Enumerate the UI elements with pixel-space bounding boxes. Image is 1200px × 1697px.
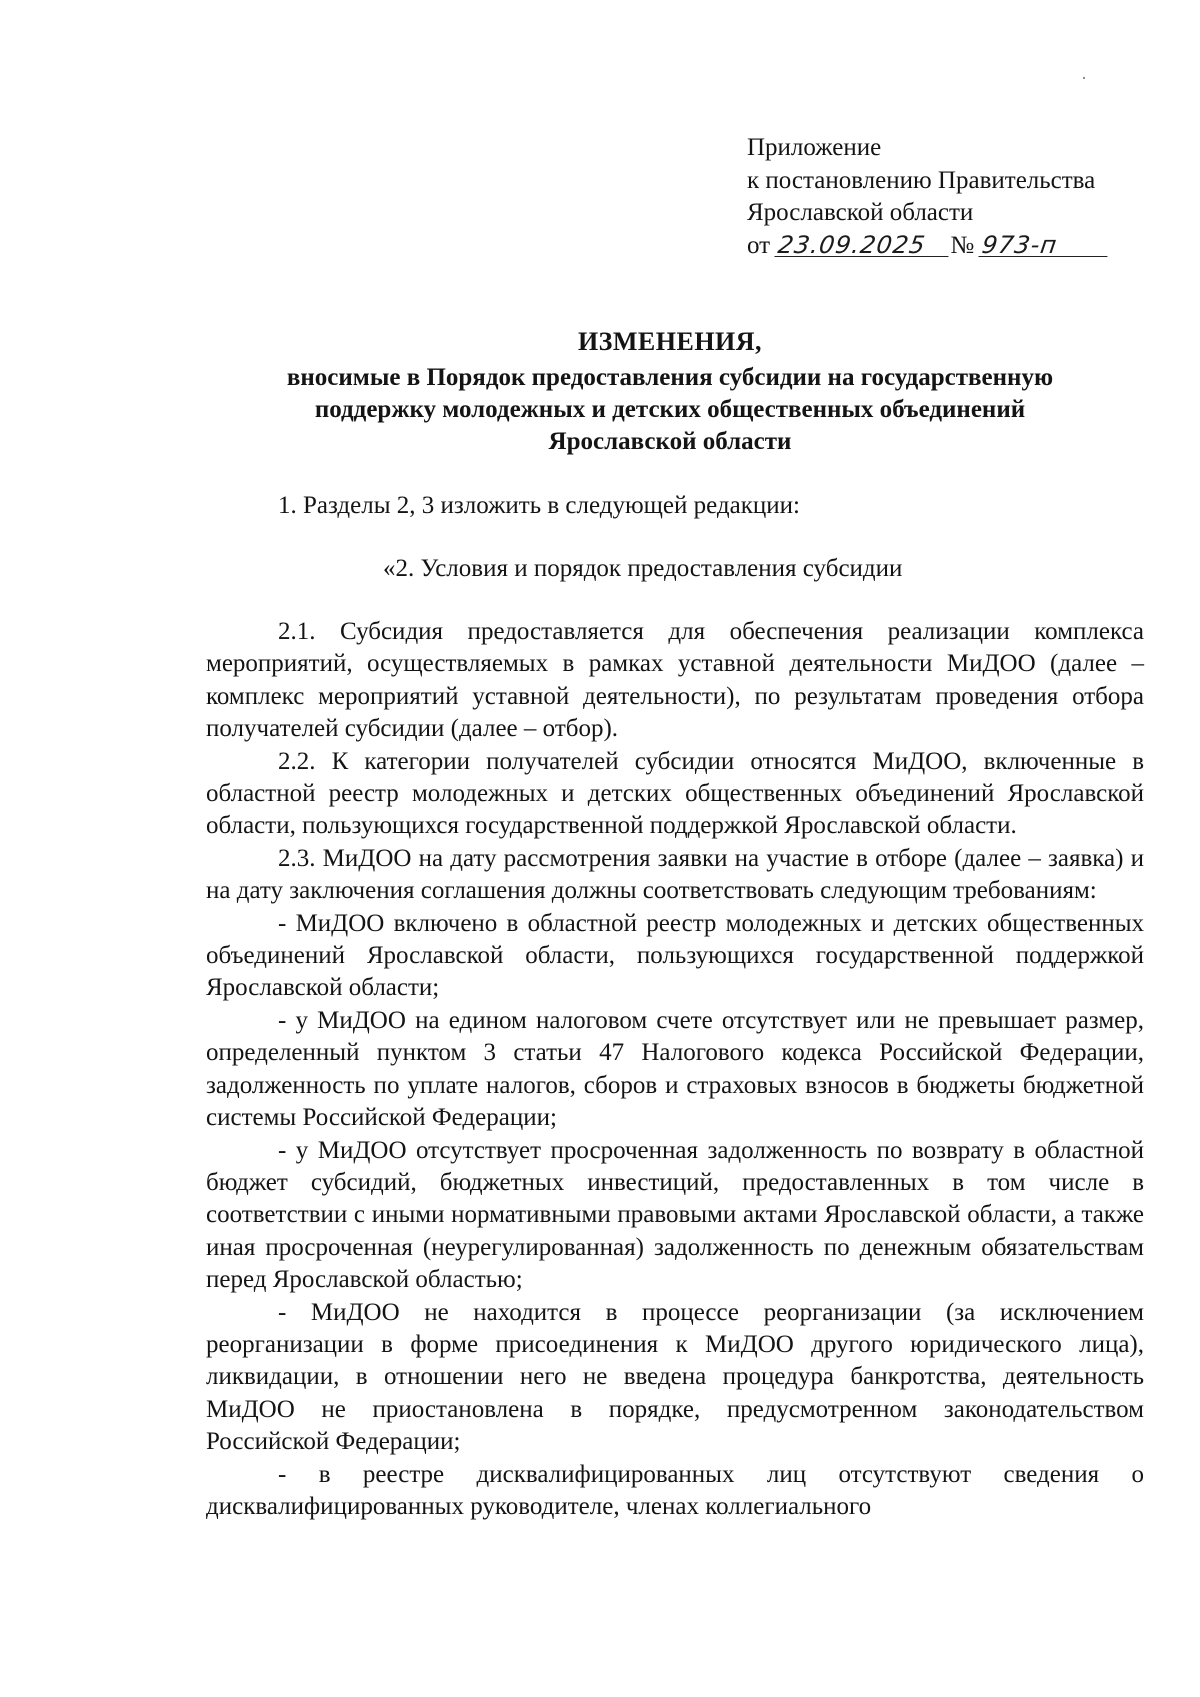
section-2-heading: «2. Условия и порядок предоставления субсидии	[383, 555, 903, 582]
title-subline-3: Ярославской области	[548, 428, 792, 455]
scan-speck	[1083, 77, 1085, 79]
handwritten-date: 23.09.2025	[775, 234, 952, 257]
document-title-block	[200, 326, 1140, 458]
item-1: 1. Разделы 2, 3 изложить в следующей редакции:	[278, 492, 800, 519]
title-subline-2: поддержку молодежных и детских общественных объединений	[314, 396, 1026, 423]
annex-header	[747, 132, 1109, 262]
paragraph-2-2: 2.2. К категории получателей субсидии относятся МиДОО, включенные в областной реестр молодежных и детских общественных объединений Ярославской области, пользующихся государственной поддержкой Ярославской области.	[206, 747, 1144, 840]
annex-label: Приложение	[747, 134, 882, 161]
annex-date-number-line	[747, 230, 1109, 263]
annex-region: Ярославской области	[747, 199, 974, 226]
document-title: ИЗМЕНЕНИЯ,	[577, 327, 763, 356]
handwritten-number: 973-п	[979, 234, 1111, 257]
title-subline-1: вносимые в Порядок предоставления субсидии на государственную	[286, 364, 1054, 391]
annex-resolution-ref: к постановлению Правительства	[747, 166, 1096, 194]
annex-from-prefix: от	[747, 231, 771, 259]
requirement-tax-debt: - у МиДОО на едином налоговом счете отсутствует или не превышает размер, определенный пунктом 3 статьи 47 Налогового кодекса Российской Федерации, задолженность по уплате налогов, сборов и страховых взносов в бюджеты бюджетной системы Российской Федерации;	[206, 1006, 1144, 1132]
requirement-registry: - МиДОО включено в областной реестр молодежных и детских общественных объединений Ярославской области, пользующихся государственной поддержкой Ярославской области;	[206, 909, 1144, 1002]
number-sign: №	[950, 231, 975, 259]
paragraph-2-3: 2.3. МиДОО на дату рассмотрения заявки на участие в отборе (далее – заявка) и на дату заключения соглашения должны соответствовать следующим требованиям:	[206, 844, 1144, 905]
requirement-reorganization: - МиДОО не находится в процессе реорганизации (за исключением реорганизации в форме присоединения к МиДОО другого юридического лица), ликвидации, в отношении него не введена процедура банкротства, деятельность МиДОО не приостановлена в порядке, предусмотренном законодательством Российской Федерации;	[206, 1298, 1144, 1456]
requirement-budget-debt: - у МиДОО отсутствует просроченная задолженность по возврату в областной бюджет субсидий, бюджетных инвестиций, предоставленных в том числе в соответствии с иными нормативными правовыми актами Ярославской области, а также иная просроченная (неурегулированная) задолженность по денежным обязательствам перед Ярославской областью;	[206, 1136, 1144, 1294]
requirement-disqualified: - в реестре дисквалифицированных лиц отсутствуют сведения о дисквалифицированных руководителе, членах коллегиального	[206, 1460, 1144, 1520]
paragraph-2-1: 2.1. Субсидия предоставляется для обеспечения реализации комплекса мероприятий, осуществляемых в рамках уставной деятельности МиДОО (далее – комплекс мероприятий уставной деятельности), по результатам проведения отбора получателей субсидии (далее – отбор).	[206, 618, 1144, 743]
body-text	[206, 616, 1144, 1523]
